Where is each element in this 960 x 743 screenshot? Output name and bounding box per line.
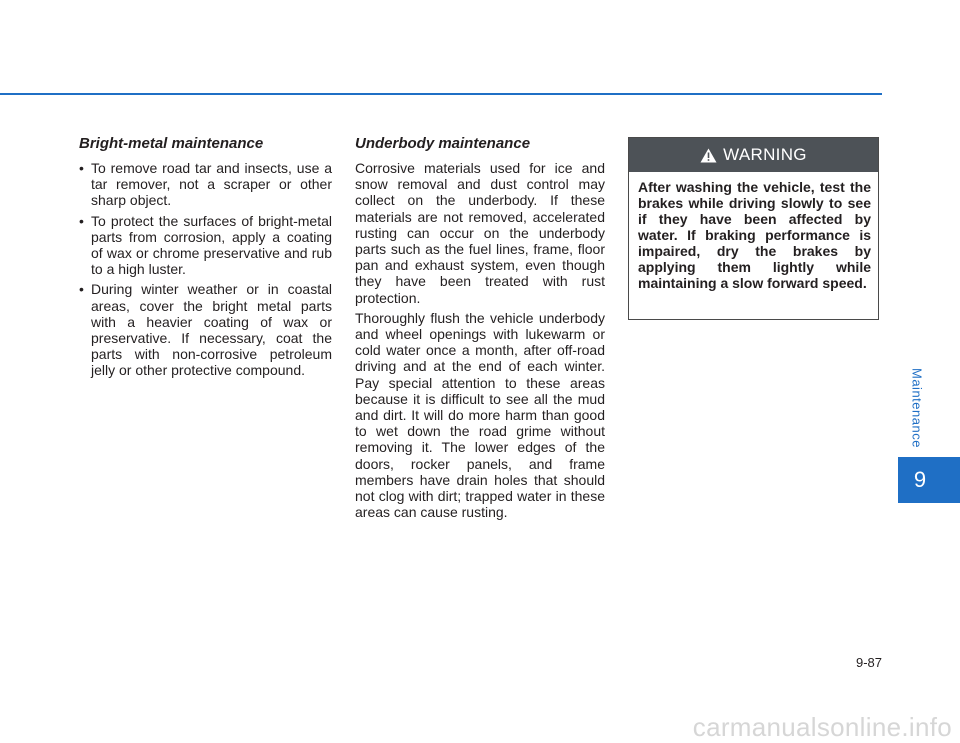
bullet-icon: • — [79, 281, 84, 298]
list-item-text: To remove road tar and insects, use a tar remover, not a scraper or other sharp object. — [91, 160, 332, 209]
list-item — [79, 213, 332, 278]
page-number: 9-87 — [855, 655, 882, 670]
underbody-heading: Underbody maintenance — [355, 135, 531, 152]
warning-box — [628, 137, 879, 320]
warning-text: After washing the vehicle, test the brakes while driving slowly to see if they have been affected by water. If braking performance is impaired, dry the brakes by applying them lightly while maintaining a slow forward speed. — [638, 179, 871, 291]
list-item-text: During winter weather or in coastal areas, cover the bright metal parts with a heavier coating of wax or preservative. If necessary, coat the parts with non-corrosive petroleum jelly or other protective compound. — [91, 281, 332, 379]
chapter-label: Maintenance — [909, 368, 925, 448]
list-item — [79, 160, 332, 209]
warning-title: WARNING — [723, 145, 807, 164]
bright-metal-list — [79, 160, 332, 379]
bullet-icon: • — [79, 212, 84, 229]
list-item — [79, 281, 332, 378]
underbody-section — [355, 134, 605, 524]
watermark: carmanualsonline.info — [692, 712, 952, 742]
header-rule — [0, 93, 882, 95]
underbody-paragraph: Corrosive materials used for ice and snow removal and dust control may collect on the underbody. If these materials are not removed, accelerated rusting can occur on the underbody parts such as the fuel lines, frame, floor pan and exhaust system, even though they have been treated with rust protection. — [355, 160, 605, 306]
bullet-icon: • — [79, 160, 84, 176]
chapter-tab — [898, 457, 960, 503]
list-item-text: To protect the surfaces of bright-metal parts from corrosion, apply a coating of wax or chrome preservative and rub to a high luster. — [91, 212, 332, 278]
underbody-paragraph: Thoroughly flush the vehicle underbody and wheel openings with lukewarm or cold water once a month, after off-road driving and at the end of each winter. Pay special attention to these areas because it is difficult to see all the mud and dirt. It will do more harm than good to wet down the road grime without removing it. The lower edges of the doors, rocker panels, and frame members have drain holes that should not clog with dirt; trapped water in these areas can cause rusting. — [355, 309, 605, 521]
bright-metal-heading: Bright-metal maintenance — [79, 135, 264, 152]
warning-header — [629, 138, 878, 172]
warning-triangle-icon — [700, 148, 717, 163]
bright-metal-section — [79, 134, 332, 383]
chapter-number: 9 — [913, 467, 927, 492]
